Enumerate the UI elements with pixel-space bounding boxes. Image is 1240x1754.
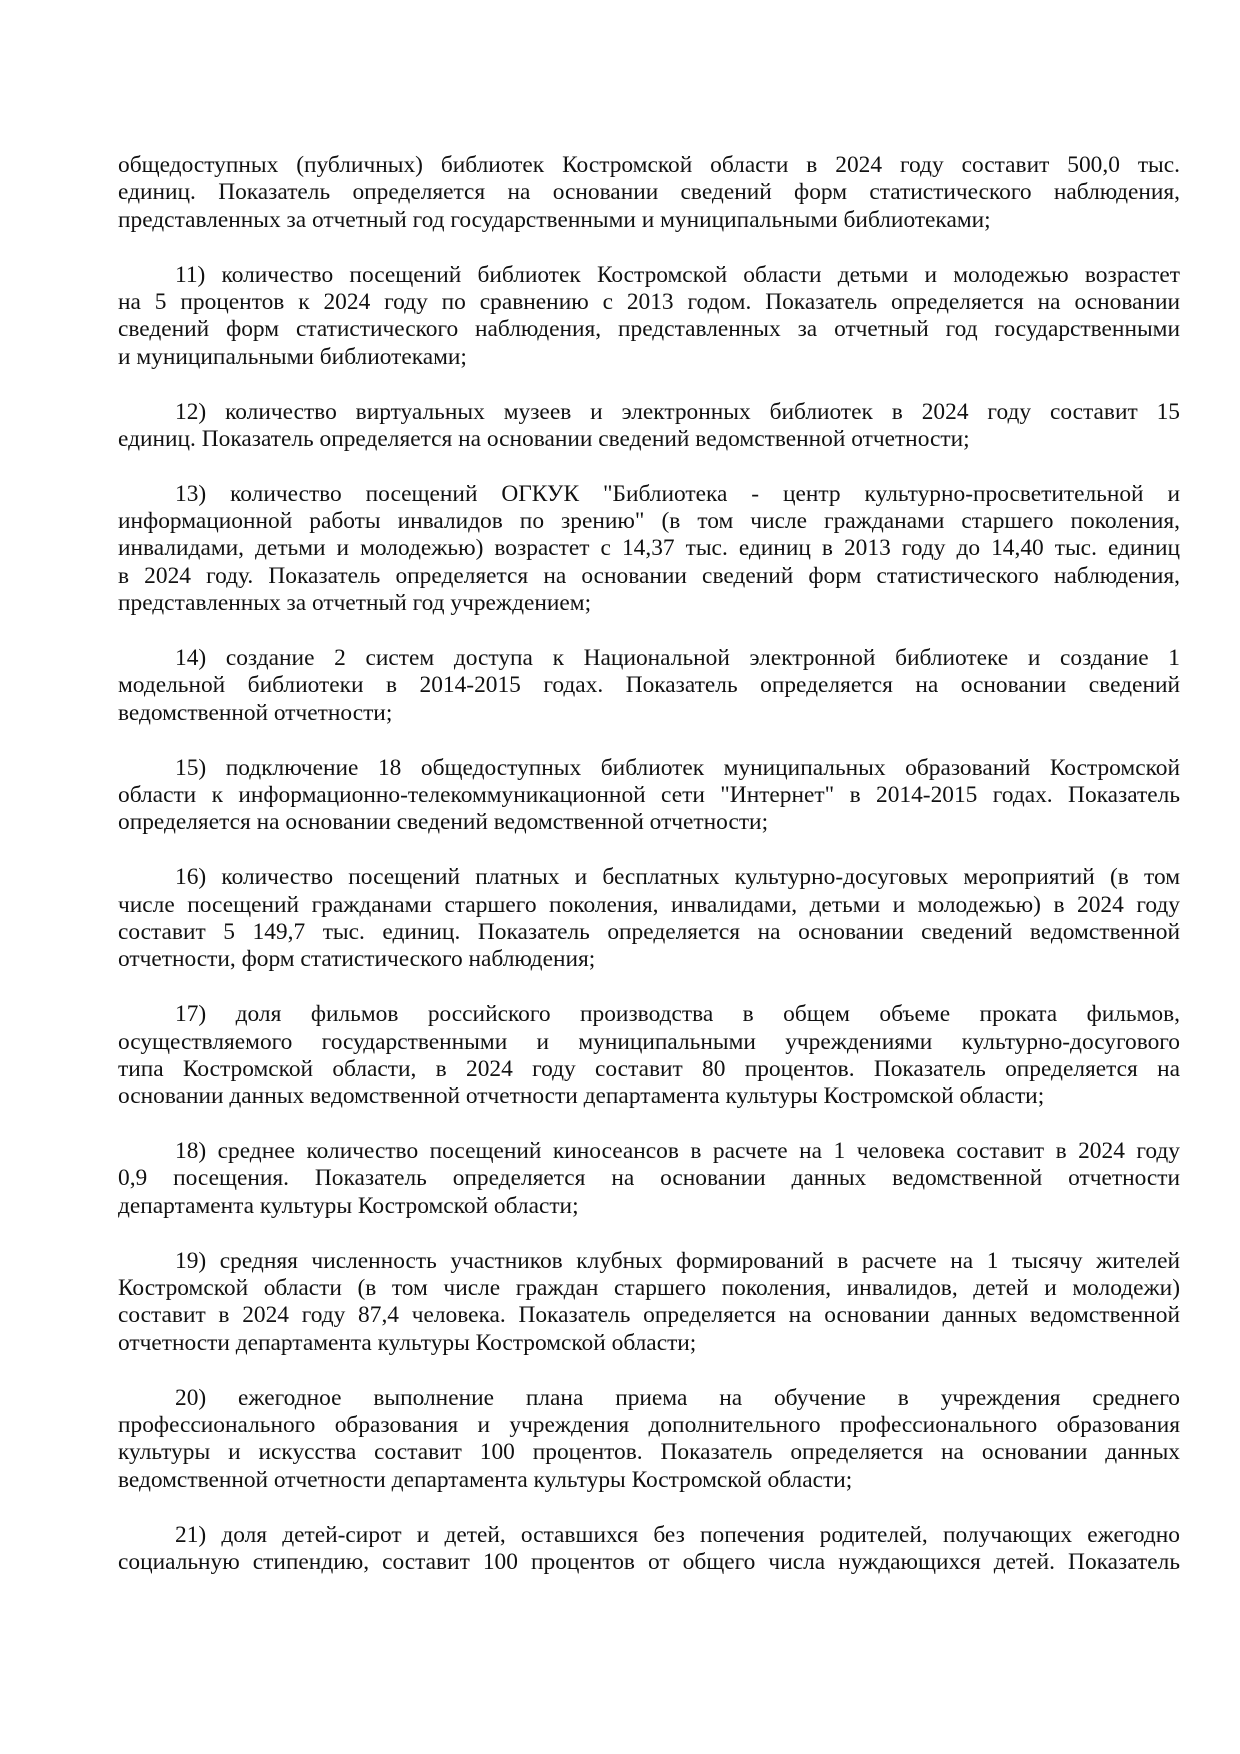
text-line: сведений форм статистического наблюдения, представленных за отчетный год государственными [118, 316, 1180, 343]
text-line: 18) среднее количество посещений киносеансов в расчете на 1 человека составит в 2024 году [175, 1138, 1180, 1165]
paragraph-14 [118, 645, 1180, 727]
text-line: осуществляемого государственными и муниципальными учреждениями культурно-досугового [118, 1028, 1180, 1055]
paragraph-17 [118, 1001, 1180, 1111]
text-line: Костромской области (в том числе граждан старшего поколения, инвалидов, детей и молодежи) [118, 1275, 1180, 1302]
text-line: социальную стипендию, составит 100 процентов от общего числа нуждающихся детей. Показатель [118, 1548, 1180, 1575]
text-line: основании данных ведомственной отчетности департамента культуры Костромской области; [118, 1083, 1045, 1110]
paragraph-12 [118, 399, 1180, 454]
text-line: 17) доля фильмов российского производства в общем объеме проката фильмов, [175, 1001, 1180, 1028]
text-line: представленных за отчетный год учреждением; [118, 590, 592, 617]
text-line: составит в 2024 году 87,4 человека. Показатель определяется на основании данных ведомственной [118, 1302, 1180, 1329]
text-line: на 5 процентов к 2024 году по сравнению с 2013 годом. Показатель определяется на основании [118, 288, 1180, 315]
text-line: отчетности, форм статистического наблюдения; [118, 946, 596, 973]
text-line: представленных за отчетный год государственными и муниципальными библиотеками; [118, 206, 991, 233]
text-line: 0,9 посещения. Показатель определяется на основании данных ведомственной отчетности [118, 1165, 1180, 1192]
text-line: 15) подключение 18 общедоступных библиотек муниципальных образований Костромской [175, 754, 1180, 781]
text-line: 13) количество посещений ОГКУК "Библиотека - центр культурно-просветительной и [175, 480, 1180, 507]
text-line: 11) количество посещений библиотек Костромской области детьми и молодежью возрастет [175, 261, 1180, 288]
text-line: ведомственной отчетности; [118, 699, 393, 726]
text-line: профессионального образования и учреждения дополнительного профессионального образования [118, 1411, 1180, 1438]
paragraph-10-continuation [118, 152, 1180, 234]
text-line: единиц. Показатель определяется на основании сведений ведомственной отчетности; [118, 425, 970, 452]
text-line: культуры и искусства составит 100 процентов. Показатель определяется на основании данных [118, 1439, 1180, 1466]
paragraph-16 [118, 864, 1180, 974]
text-line: единиц. Показатель определяется на основании сведений форм статистического наблюдения, [118, 179, 1180, 206]
paragraph-18 [118, 1138, 1180, 1220]
paragraph-21 [118, 1522, 1180, 1577]
text-line: 16) количество посещений платных и бесплатных культурно-досуговых мероприятий (в том [175, 864, 1180, 891]
paragraph-15 [118, 755, 1180, 837]
text-line: 12) количество виртуальных музеев и электронных библиотек в 2024 году составит 15 [175, 398, 1180, 425]
text-line: типа Костромской области, в 2024 году составит 80 процентов. Показатель определяется на [118, 1055, 1180, 1082]
text-line: информационной работы инвалидов по зрению" (в том числе гражданами старшего поколения, [118, 508, 1180, 535]
text-line: 14) создание 2 систем доступа к Национальной электронной библиотеке и создание 1 [175, 645, 1180, 672]
text-line: в 2024 году. Показатель определяется на основании сведений форм статистического наблюдения, [118, 562, 1180, 589]
text-line: ведомственной отчетности департамента культуры Костромской области; [118, 1466, 853, 1493]
text-line: отчетности департамента культуры Костромской области; [118, 1329, 697, 1356]
text-line: числе посещений гражданами старшего поколения, инвалидами, детьми и молодежью) в 2024 году [118, 891, 1180, 918]
text-line: департамента культуры Костромской области; [118, 1192, 579, 1219]
text-line: инвалидами, детьми и молодежью) возрастет с 14,37 тыс. единиц в 2013 году до 14,40 тыс. единиц [118, 535, 1180, 562]
paragraph-19 [118, 1248, 1180, 1358]
text-line: составит 5 149,7 тыс. единиц. Показатель определяется на основании сведений ведомственной [118, 918, 1180, 945]
paragraph-13 [118, 481, 1180, 618]
text-line: 20) ежегодное выполнение плана приема на обучение в учреждения среднего [175, 1384, 1180, 1411]
paragraph-20 [118, 1385, 1180, 1495]
text-line: и муниципальными библиотеками; [118, 343, 467, 370]
text-line: общедоступных (публичных) библиотек Костромской области в 2024 году составит 500,0 тыс. [118, 152, 1180, 178]
text-line: 21) доля детей-сирот и детей, оставшихся без попечения родителей, получающих ежегодно [175, 1521, 1180, 1548]
text-line: области к информационно-телекоммуникационной сети "Интернет" в 2014-2015 годах. Показатель [118, 781, 1180, 808]
text-line: определяется на основании сведений ведомственной отчетности; [118, 809, 769, 836]
text-line: модельной библиотеки в 2014-2015 годах. Показатель определяется на основании сведений [118, 672, 1180, 699]
text-line: 19) средняя численность участников клубных формирований в расчете на 1 тысячу жителей [175, 1247, 1180, 1274]
document-body [118, 152, 1180, 1604]
paragraph-11 [118, 262, 1180, 372]
